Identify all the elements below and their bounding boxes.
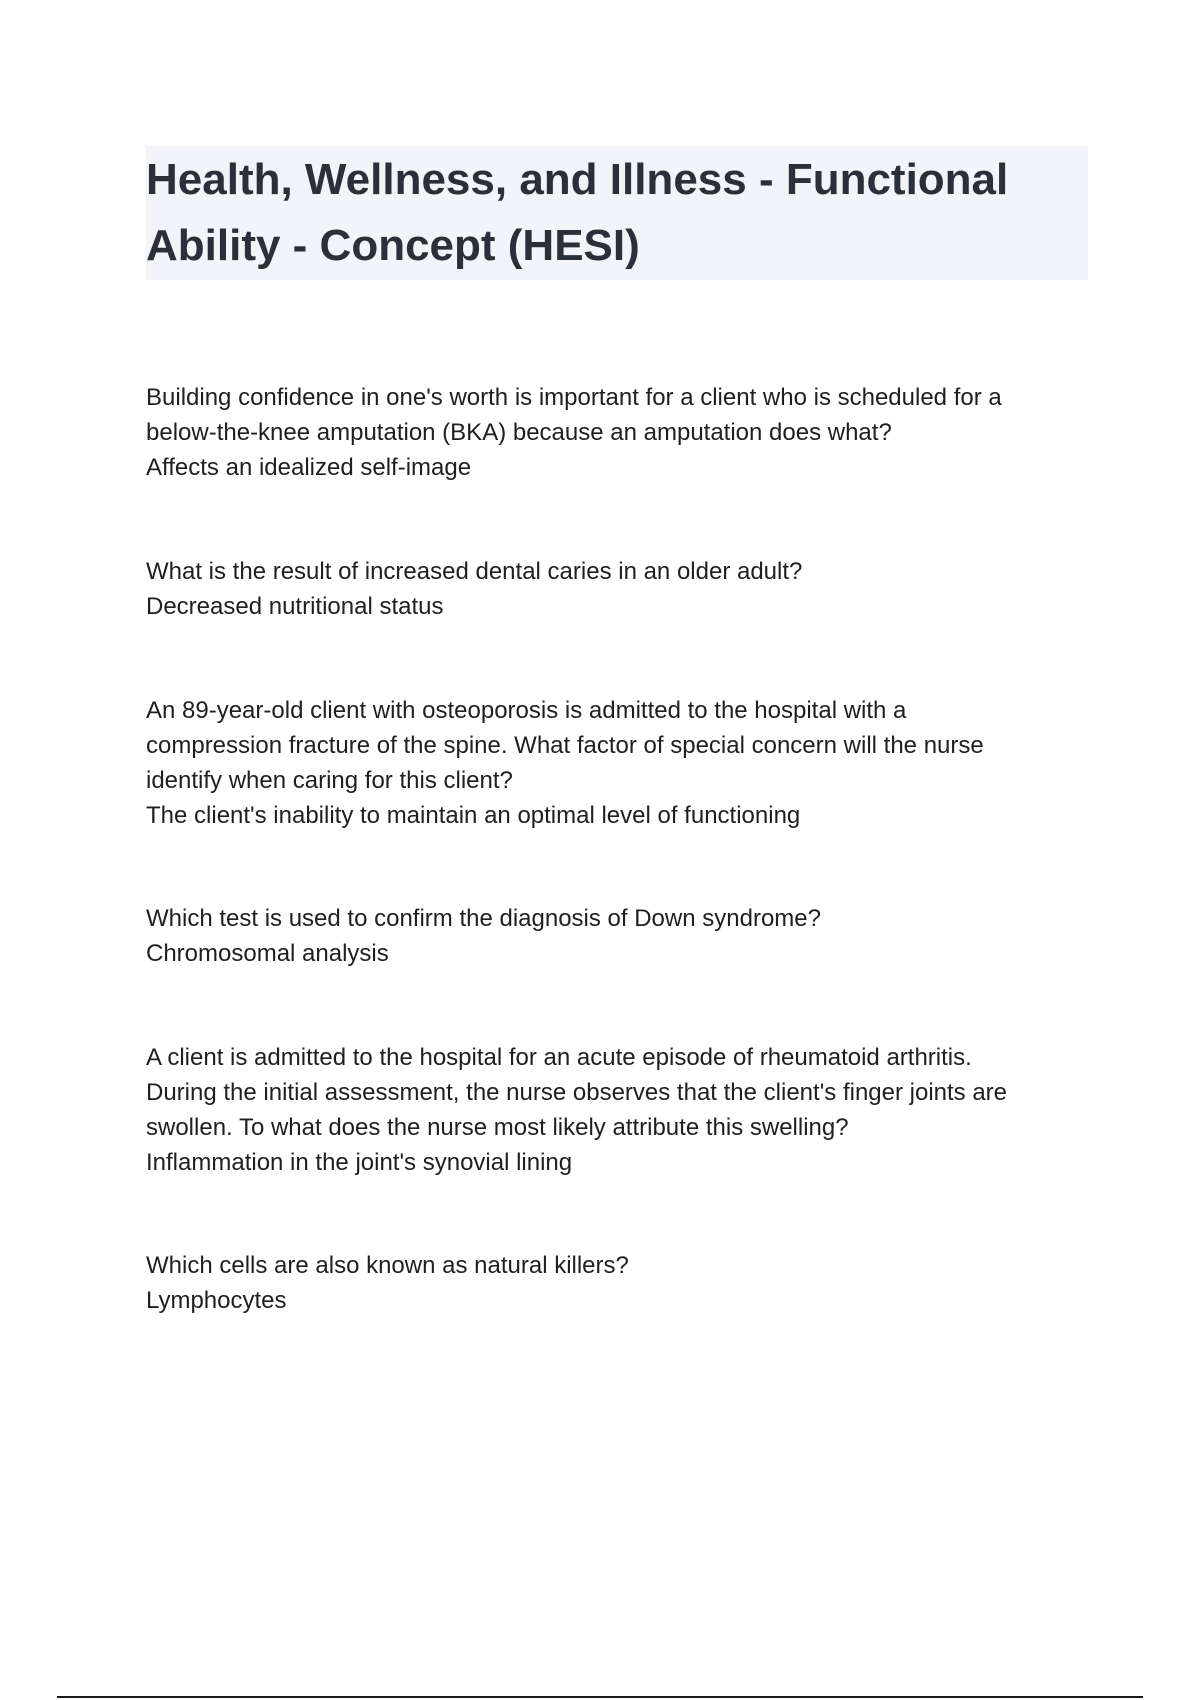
qa-answer: Chromosomal analysis (146, 940, 389, 967)
qa-answer: The client's inability to maintain an optimal level of functioning (146, 802, 801, 829)
page-title: Health, Wellness, and Illness - Functional Ability - Concept (HESI) (146, 155, 1009, 270)
footer-divider (57, 1696, 1143, 1698)
qa-item (146, 693, 1106, 833)
title-banner (146, 146, 1088, 280)
qa-item (146, 380, 1106, 485)
qa-answer: Lymphocytes (146, 1287, 287, 1314)
qa-question: Which test is used to confirm the diagnosis of Down syndrome? (146, 905, 821, 932)
qa-item (146, 1248, 1106, 1318)
qa-question: Which cells are also known as natural killers? (146, 1252, 629, 1279)
qa-question: An 89-year-old client with osteoporosis is admitted to the hospital with a compression fracture of the spine. What factor of special concern will the nurse identify when caring for this client? (146, 697, 984, 794)
qa-item (146, 901, 1106, 971)
qa-question: What is the result of increased dental caries in an older adult? (146, 558, 803, 585)
qa-item (146, 554, 1106, 624)
qa-item (146, 1040, 1106, 1180)
qa-answer: Inflammation in the joint's synovial lining (146, 1149, 573, 1176)
qa-question: A client is admitted to the hospital for an acute episode of rheumatoid arthritis. During the initial assessment, the nurse observes that the client's finger joints are swollen. To what does the nurse most likely attribute this swelling? (146, 1044, 1008, 1141)
qa-question: Building confidence in one's worth is important for a client who is scheduled for a below-the-knee amputation (BKA) because an amputation does what? (146, 384, 1002, 446)
qa-answer: Decreased nutritional status (146, 593, 444, 620)
qa-answer: Affects an idealized self-image (146, 454, 472, 481)
